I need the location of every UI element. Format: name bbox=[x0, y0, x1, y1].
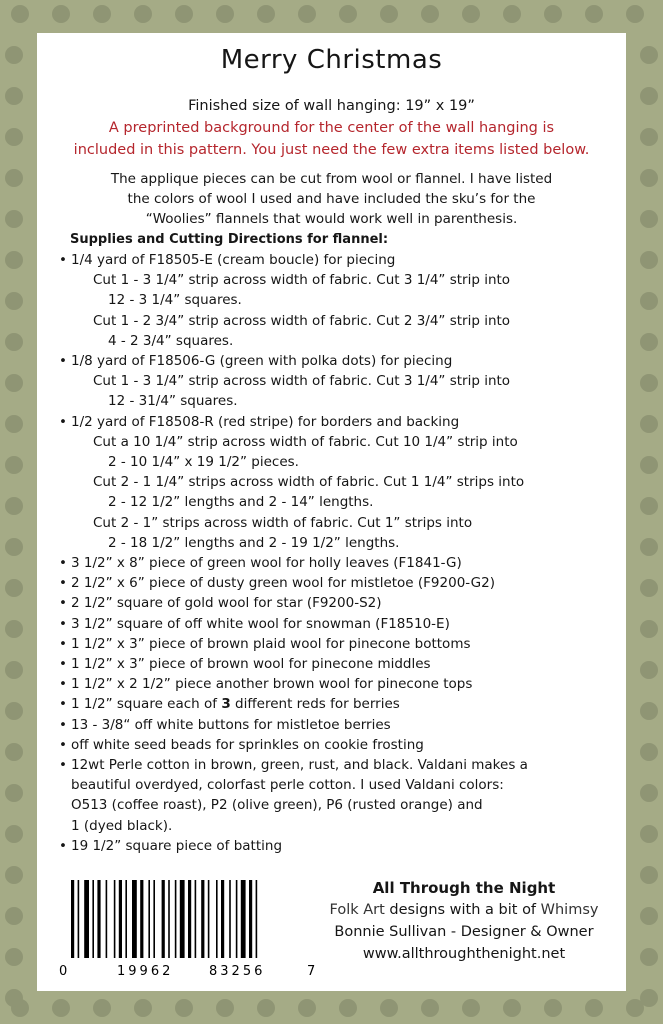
polka-dot bbox=[380, 5, 398, 23]
cutting-line: 4 - 2 3/4” squares. bbox=[108, 332, 234, 349]
list-item: • 1 1/2” x 2 1/2” piece another brown wool for pinecone tops bbox=[59, 676, 473, 693]
designer-credits bbox=[302, 877, 626, 965]
cutting-line: Cut 2 - 1 1/4” strips across width of fabric. Cut 1 1/4” strips into bbox=[93, 474, 525, 491]
cutting-line: 2 - 12 1/2” lengths and 2 - 14” lengths. bbox=[108, 494, 374, 511]
barcode-bar bbox=[208, 880, 210, 958]
barcode-digit: 0 bbox=[59, 964, 68, 978]
polka-dot bbox=[5, 579, 23, 597]
polka-dot bbox=[298, 999, 316, 1017]
list-item: • 1 1/2” square each of 3 different reds for berries bbox=[59, 696, 400, 713]
polka-dot bbox=[52, 999, 70, 1017]
polka-dot bbox=[5, 128, 23, 146]
polka-dot bbox=[5, 415, 23, 433]
polka-dot bbox=[640, 456, 658, 474]
polka-dot bbox=[640, 989, 658, 1007]
polka-dot bbox=[5, 497, 23, 515]
barcode-bar bbox=[221, 880, 224, 958]
polka-dot bbox=[5, 292, 23, 310]
polka-dot bbox=[11, 5, 29, 23]
polka-dot bbox=[640, 210, 658, 228]
polka-dot bbox=[5, 620, 23, 638]
polka-dot bbox=[640, 87, 658, 105]
polka-dot bbox=[5, 702, 23, 720]
cutting-line: Cut 2 - 1” strips across width of fabric. Cut 1” strips into bbox=[93, 514, 473, 531]
barcode-bar bbox=[97, 880, 100, 958]
polka-dot bbox=[640, 46, 658, 64]
polka-dot bbox=[5, 46, 23, 64]
barcode-bar bbox=[229, 880, 231, 958]
cutting-line: Cut 1 - 3 1/4” strip across width of fabric. Cut 3 1/4” strip into bbox=[93, 272, 511, 289]
polka-dot bbox=[134, 999, 152, 1017]
barcode-bar bbox=[78, 880, 80, 958]
barcode-bar bbox=[148, 880, 150, 958]
polka-dot bbox=[640, 907, 658, 925]
polka-dot bbox=[298, 5, 316, 23]
cutting-line: Cut 1 - 3 1/4” strip across width of fabric. Cut 3 1/4” strip into bbox=[93, 373, 511, 390]
barcode-digit: 19962 bbox=[117, 964, 174, 978]
polka-dot bbox=[640, 497, 658, 515]
polka-dot bbox=[257, 999, 275, 1017]
list-item: • 1/8 yard of F18506-G (green with polka dots) for piecing bbox=[59, 353, 453, 370]
cutting-line: 12 - 3 1/4” squares. bbox=[108, 292, 242, 309]
polka-dot bbox=[640, 702, 658, 720]
polka-dot bbox=[421, 5, 439, 23]
barcode-bar bbox=[216, 880, 218, 958]
polka-dot bbox=[640, 374, 658, 392]
list-item-continued: O513 (coffee roast), P2 (olive green), P6 (rusted orange) and bbox=[71, 797, 483, 814]
polka-dot bbox=[626, 5, 644, 23]
polka-dot bbox=[5, 989, 23, 1007]
company-name: All Through the Night bbox=[372, 879, 556, 897]
polka-dot bbox=[216, 999, 234, 1017]
barcode-bar bbox=[119, 880, 122, 958]
polka-dot bbox=[175, 999, 193, 1017]
list-item: • 3 1/2” square of off white wool for snowman (F18510-E) bbox=[59, 615, 450, 632]
polka-dot bbox=[585, 5, 603, 23]
polka-dot bbox=[503, 999, 521, 1017]
intro-paragraph: The applique pieces can be cut from wool or flannel. I have listed the colors of wool I used and have included the sku’s for the “Woolies” flannels that would work well in parenthesis. bbox=[110, 171, 553, 227]
barcode-digit: 7 bbox=[307, 964, 316, 978]
polka-dot bbox=[5, 825, 23, 843]
barcode-bar bbox=[125, 880, 127, 958]
barcode-bar bbox=[236, 880, 238, 958]
polka-dot bbox=[640, 579, 658, 597]
polka-dot bbox=[380, 999, 398, 1017]
barcode-bar bbox=[71, 880, 74, 958]
polka-dot bbox=[640, 825, 658, 843]
barcode-bar bbox=[92, 880, 94, 958]
list-item: • 1 1/2” x 3” piece of brown plaid wool for pinecone bottoms bbox=[59, 635, 471, 652]
barcode bbox=[59, 878, 319, 978]
polka-dot bbox=[5, 538, 23, 556]
polka-dot bbox=[339, 5, 357, 23]
polka-dot bbox=[544, 999, 562, 1017]
barcode-bar bbox=[114, 880, 116, 958]
barcode-bar bbox=[132, 880, 137, 958]
polka-dot bbox=[640, 743, 658, 761]
polka-dot bbox=[134, 5, 152, 23]
polka-dot bbox=[640, 292, 658, 310]
polka-dot bbox=[640, 538, 658, 556]
barcode-digit: 83256 bbox=[209, 964, 266, 978]
barcode-bar bbox=[168, 880, 170, 958]
polka-dot bbox=[585, 999, 603, 1017]
polka-dot bbox=[5, 374, 23, 392]
polka-dot bbox=[339, 999, 357, 1017]
barcode-bars bbox=[71, 880, 257, 958]
cutting-line: 2 - 10 1/4” x 19 1/2” pieces. bbox=[108, 454, 299, 471]
list-item: • 3 1/2” x 8” piece of green wool for holly leaves (F1841-G) bbox=[59, 555, 462, 572]
polka-dot bbox=[462, 5, 480, 23]
list-item: • off white seed beads for sprinkles on cookie frosting bbox=[59, 736, 424, 753]
polka-dot bbox=[5, 661, 23, 679]
polka-dot bbox=[257, 5, 275, 23]
barcode-bar bbox=[241, 880, 246, 958]
polka-dot bbox=[52, 5, 70, 23]
barcode-bar bbox=[256, 880, 258, 958]
barcode-bar bbox=[188, 880, 191, 958]
polka-dot bbox=[93, 999, 111, 1017]
polka-dot bbox=[5, 169, 23, 187]
barcode-bar bbox=[201, 880, 204, 958]
polka-dot bbox=[93, 5, 111, 23]
cutting-line: 12 - 31/4” squares. bbox=[108, 393, 238, 410]
list-item: • 12wt Perle cotton in brown, green, rust, and black. Valdani makes a bbox=[59, 757, 528, 774]
list-item: • 2 1/2” x 6” piece of dusty green wool for mistletoe (F9200-G2) bbox=[59, 575, 495, 592]
polka-dot bbox=[5, 210, 23, 228]
polka-dot bbox=[5, 948, 23, 966]
polka-dot bbox=[640, 784, 658, 802]
polka-dot bbox=[5, 866, 23, 884]
polka-dot bbox=[5, 87, 23, 105]
list-item: • 1/2 yard of F18508-R (red stripe) for borders and backing bbox=[59, 413, 460, 430]
polka-dot bbox=[640, 128, 658, 146]
polka-dot bbox=[5, 251, 23, 269]
list-item: • 2 1/2” square of gold wool for star (F9200-S2) bbox=[59, 595, 382, 612]
polka-dot bbox=[640, 251, 658, 269]
tagline: Folk Art designs with a bit of Whimsy bbox=[329, 902, 599, 918]
polka-dot bbox=[421, 999, 439, 1017]
polka-dot bbox=[640, 169, 658, 187]
polka-dot bbox=[640, 333, 658, 351]
cutting-line: Cut 1 - 2 3/4” strip across width of fabric. Cut 2 3/4” strip into bbox=[93, 312, 511, 329]
finished-size: Finished size of wall hanging: 19” x 19” bbox=[188, 98, 475, 114]
polka-dot bbox=[640, 866, 658, 884]
barcode-bar bbox=[84, 880, 89, 958]
polka-dot bbox=[5, 333, 23, 351]
polka-dot bbox=[544, 5, 562, 23]
polka-dot bbox=[462, 999, 480, 1017]
barcode-bar bbox=[249, 880, 252, 958]
preprinted-notice: A preprinted background for the center of the wall hanging is included in this pattern. You just need the few extra items listed below. bbox=[73, 120, 590, 158]
pattern-card bbox=[37, 33, 626, 991]
polka-dot bbox=[5, 743, 23, 761]
polka-dot bbox=[503, 5, 521, 23]
list-item: • 19 1/2” square piece of batting bbox=[59, 837, 283, 854]
barcode-bar bbox=[195, 880, 197, 958]
polka-dot bbox=[5, 456, 23, 474]
polka-dot bbox=[640, 661, 658, 679]
cutting-line: 2 - 18 1/2” lengths and 2 - 19 1/2” lengths. bbox=[108, 534, 400, 551]
supplies-list bbox=[59, 250, 619, 856]
barcode-bar bbox=[162, 880, 165, 958]
polka-dot bbox=[640, 620, 658, 638]
barcode-bar bbox=[140, 880, 143, 958]
list-item: • 13 - 3/8“ off white buttons for mistletoe berries bbox=[59, 716, 391, 733]
supplies-heading: Supplies and Cutting Directions for flannel: bbox=[70, 232, 389, 247]
polka-dot bbox=[640, 415, 658, 433]
barcode-bar bbox=[106, 880, 108, 958]
barcode-bar bbox=[175, 880, 177, 958]
website-link[interactable]: www.allthroughthenight.net bbox=[362, 946, 566, 962]
polka-dot bbox=[5, 907, 23, 925]
polka-dot bbox=[5, 784, 23, 802]
list-item: • 1/4 yard of F18505-E (cream boucle) for piecing bbox=[59, 252, 396, 268]
polka-dot bbox=[216, 5, 234, 23]
cutting-line: Cut a 10 1/4” strip across width of fabric. Cut 10 1/4” strip into bbox=[93, 433, 518, 450]
page-title: Merry Christmas bbox=[220, 45, 443, 75]
barcode-bar bbox=[180, 880, 185, 958]
barcode-bar bbox=[153, 880, 155, 958]
designer-name: Bonnie Sullivan - Designer & Owner bbox=[334, 924, 594, 940]
polka-dot bbox=[640, 948, 658, 966]
list-item-continued: beautiful overdyed, colorfast perle cotton. I used Valdani colors: bbox=[71, 777, 504, 794]
polka-dot bbox=[175, 5, 193, 23]
list-item: • 1 1/2” x 3” piece of brown wool for pinecone middles bbox=[59, 656, 431, 673]
list-item-continued: 1 (dyed black). bbox=[71, 817, 173, 834]
